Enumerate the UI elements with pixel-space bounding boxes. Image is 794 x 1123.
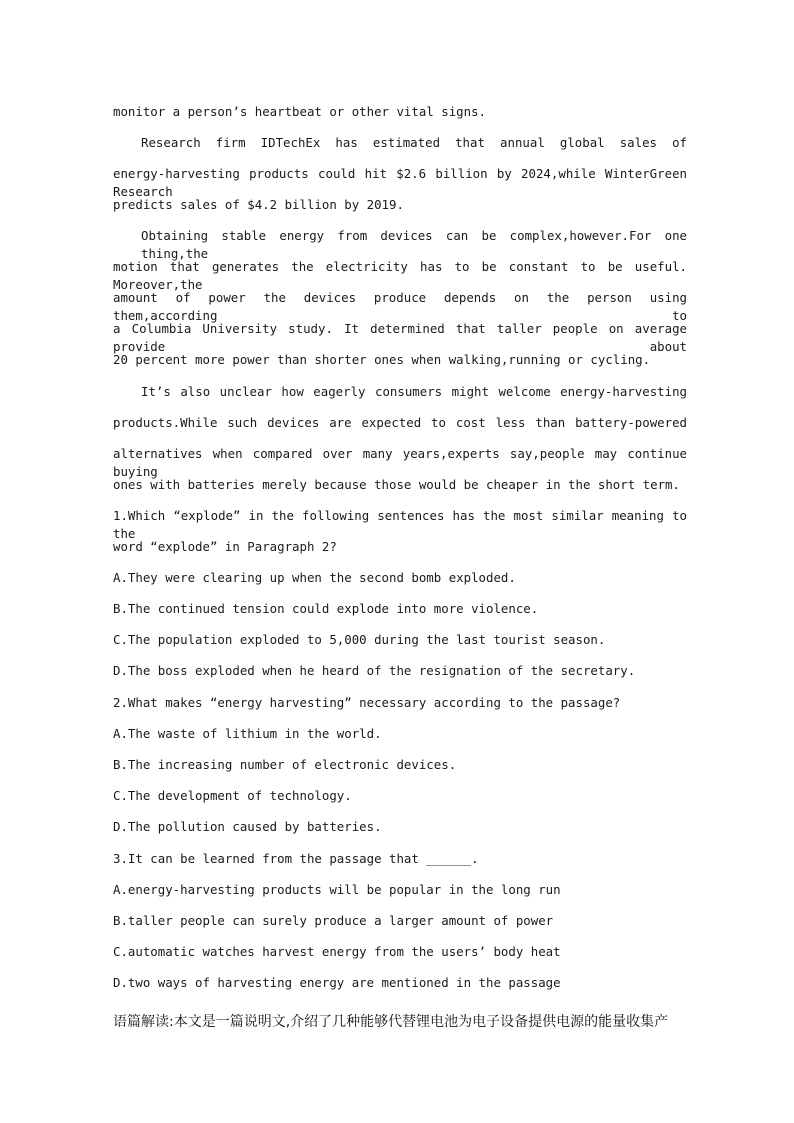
passage-line: It’s also unclear how eagerly consumers might welcome energy-harvesting xyxy=(141,384,687,399)
option-line: A.They were clearing up when the second bomb exploded. xyxy=(113,570,516,585)
option-line: A.The waste of lithium in the world. xyxy=(113,726,382,741)
passage-line: products.While such devices are expected to cost less than battery-powered xyxy=(113,415,687,430)
option-line: C.The development of technology. xyxy=(113,788,352,803)
passage-line: Research firm IDTechEx has estimated that annual global sales of xyxy=(141,135,687,150)
passage-line: energy-harvesting products could hit $2.6 billion by 2024,while WinterGreen Research xyxy=(113,166,687,199)
option-line: D.The boss exploded when he heard of the resignation of the secretary. xyxy=(113,663,636,678)
question-line: 2.What makes “energy harvesting” necessary according to the passage? xyxy=(113,695,621,710)
passage-analysis-note: 语篇解读:本文是一篇说明文,介绍了几种能够代替锂电池为电子设备提供电源的能量收集产 xyxy=(113,1014,669,1030)
question-line: 3.It can be learned from the passage that ______. xyxy=(113,851,479,866)
option-line: C.The population exploded to 5,000 during the last tourist season. xyxy=(113,632,606,647)
passage-line: monitor a person’s heartbeat or other vital signs. xyxy=(113,104,486,119)
passage-line: a Columbia University study. It determined that taller people on average provide about xyxy=(113,321,687,354)
question-line: word “explode” in Paragraph 2? xyxy=(113,539,337,554)
passage-line: amount of power the devices produce depends on the person using them,according to xyxy=(113,290,687,323)
passage-line: 20 percent more power than shorter ones when walking,running or cycling. xyxy=(113,352,651,367)
option-line: C.automatic watches harvest energy from the users’ body heat xyxy=(113,944,561,959)
option-line: D.The pollution caused by batteries. xyxy=(113,819,382,834)
passage-line: predicts sales of $4.2 billion by 2019. xyxy=(113,197,404,212)
passage-line: Obtaining stable energy from devices can be complex,however.For one thing,the xyxy=(141,228,687,261)
passage-line: alternatives when compared over many years,experts say,people may continue buying xyxy=(113,446,687,479)
question-line: 1.Which “explode” in the following sentences has the most similar meaning to the xyxy=(113,508,687,541)
passage-line: motion that generates the electricity has to be constant to be useful. Moreover,the xyxy=(113,259,687,292)
option-line: B.The continued tension could explode into more violence. xyxy=(113,601,539,616)
option-line: A.energy-harvesting products will be popular in the long run xyxy=(113,882,561,897)
option-line: B.taller people can surely produce a larger amount of power xyxy=(113,913,554,928)
option-line: D.two ways of harvesting energy are mentioned in the passage xyxy=(113,975,561,990)
option-line: B.The increasing number of electronic devices. xyxy=(113,757,457,772)
passage-line: ones with batteries merely because those would be cheaper in the short term. xyxy=(113,477,680,492)
